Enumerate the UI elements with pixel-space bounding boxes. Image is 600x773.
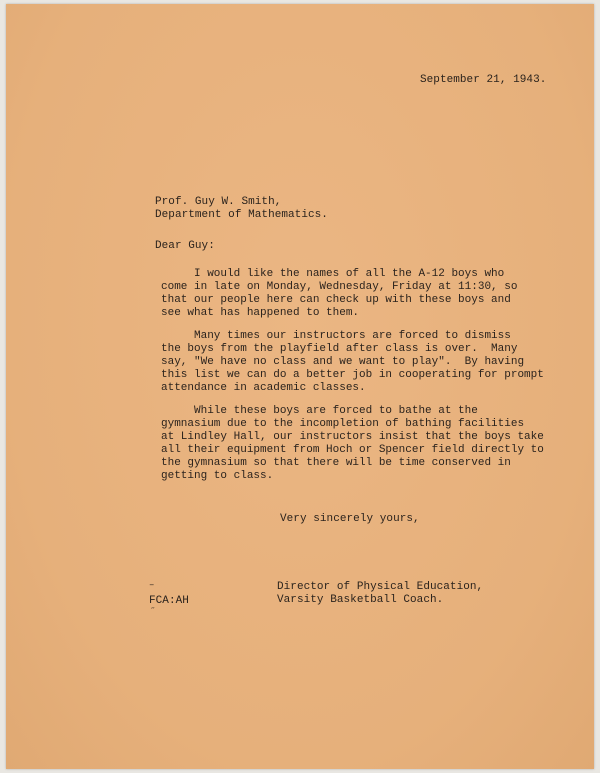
recipient-department: Department of Mathematics.: [155, 209, 328, 221]
paragraph-line: attendance in academic classes.: [161, 382, 366, 394]
salutation: Dear Guy:: [155, 240, 215, 252]
paragraph-line: come in late on Monday, Wednesday, Friday at 11:30, so: [161, 281, 518, 293]
paragraph-line: the boys from the playfield after class is over. Many: [161, 343, 518, 355]
paragraph-line: the gymnasium so that there will be time conserved in: [161, 457, 511, 469]
paragraph-line: all their equipment from Hoch or Spencer field directly to: [161, 444, 544, 456]
paragraph-3: [161, 405, 544, 483]
reference-initials: FCA:AH: [149, 595, 189, 607]
paragraph-line: at Lindley Hall, our instructors insist that the boys take: [161, 431, 544, 443]
paragraph-line: this list we can do a better job in cooperating for prompt: [161, 369, 544, 381]
paragraph-line: gymnasium due to the incompletion of bathing facilities: [161, 418, 525, 430]
paragraph-line: see what has happened to them.: [161, 307, 360, 319]
signature-title-1: Director of Physical Education,: [277, 581, 484, 593]
dash-mark: –: [149, 580, 155, 590]
paragraph-line: While these boys are forced to bathe at the: [161, 405, 478, 417]
paragraph-1: [161, 268, 518, 320]
letter-page: [6, 4, 594, 769]
letter-date: September 21, 1943.: [420, 74, 547, 86]
closing: Very sincerely yours,: [280, 513, 420, 525]
paragraph-line: that our people here can check up with these boys and: [161, 294, 511, 306]
paragraph-line: Many times our instructors are forced to dismiss: [161, 330, 511, 342]
paragraph-line: I would like the names of all the A-12 boys who: [161, 268, 505, 280]
tick-mark: ˝: [151, 607, 157, 617]
paragraph-2: [161, 330, 544, 395]
paragraph-line: say, "We have no class and we want to play". By having: [161, 356, 525, 368]
recipient-name: Prof. Guy W. Smith,: [155, 196, 282, 208]
paragraph-line: getting to class.: [161, 470, 274, 482]
signature-title-2: Varsity Basketball Coach.: [277, 594, 444, 606]
